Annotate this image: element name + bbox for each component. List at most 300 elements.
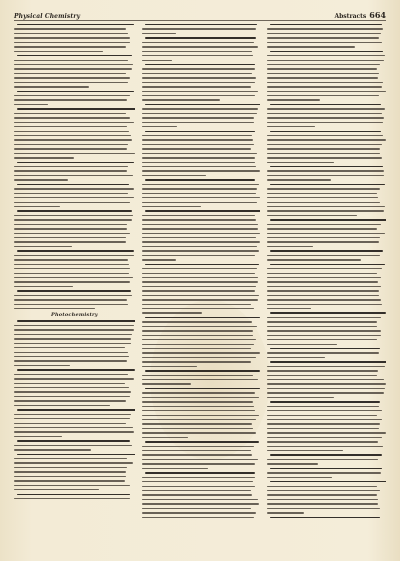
text-line bbox=[142, 299, 258, 300]
text-line bbox=[14, 347, 125, 348]
text-line bbox=[142, 166, 256, 167]
text-line bbox=[142, 375, 253, 376]
text-line bbox=[142, 423, 252, 424]
section-heading: Photochemistry bbox=[51, 312, 98, 319]
abstract-entry bbox=[14, 320, 135, 366]
text-line bbox=[145, 370, 260, 371]
text-line bbox=[142, 361, 251, 362]
text-line bbox=[14, 360, 127, 361]
text-line bbox=[267, 117, 384, 118]
text-line bbox=[142, 246, 257, 247]
text-line bbox=[267, 321, 377, 322]
text-line bbox=[142, 82, 255, 83]
text-line bbox=[267, 113, 382, 114]
text-line bbox=[270, 219, 386, 220]
text-line bbox=[14, 445, 132, 446]
abstract-entry bbox=[14, 91, 135, 106]
abstract-entry bbox=[267, 184, 386, 216]
text-line bbox=[142, 153, 257, 154]
text-line bbox=[14, 295, 132, 296]
text-line bbox=[267, 64, 380, 65]
text-line bbox=[267, 432, 385, 433]
text-line bbox=[145, 24, 257, 25]
text-line bbox=[267, 224, 380, 225]
text-line bbox=[267, 60, 384, 61]
text-line bbox=[142, 450, 251, 451]
text-line bbox=[142, 215, 255, 216]
text-line bbox=[142, 197, 260, 198]
text-line bbox=[142, 304, 252, 305]
text-line bbox=[14, 365, 70, 366]
text-line bbox=[14, 462, 133, 463]
header-right-title: Abstracts bbox=[334, 13, 367, 20]
text-line bbox=[14, 423, 126, 424]
text-line bbox=[142, 126, 177, 127]
text-line bbox=[142, 99, 220, 100]
text-line bbox=[267, 241, 378, 242]
text-line bbox=[267, 175, 383, 176]
text-line bbox=[142, 410, 255, 411]
abstract-entry bbox=[267, 481, 386, 513]
text-line bbox=[142, 286, 256, 287]
text-line bbox=[142, 228, 259, 229]
text-line bbox=[267, 375, 376, 376]
page-number: 664 bbox=[369, 10, 386, 20]
text-line bbox=[142, 122, 254, 123]
text-line bbox=[267, 197, 377, 198]
text-line bbox=[142, 117, 254, 118]
text-line bbox=[267, 410, 382, 411]
abstract-entry bbox=[267, 166, 386, 181]
text-line bbox=[267, 246, 313, 247]
text-line bbox=[14, 206, 60, 207]
text-line bbox=[267, 295, 378, 296]
text-line bbox=[14, 37, 130, 38]
text-line bbox=[142, 352, 260, 353]
text-line bbox=[142, 77, 256, 78]
header-left-title: Physical Chemistry bbox=[14, 13, 81, 20]
text-line bbox=[142, 321, 253, 322]
text-line bbox=[142, 113, 257, 114]
text-line bbox=[142, 415, 260, 416]
text-line bbox=[14, 356, 129, 357]
text-line bbox=[142, 437, 188, 438]
text-line bbox=[145, 64, 255, 65]
text-line bbox=[270, 250, 382, 251]
text-line bbox=[267, 499, 377, 500]
text-line bbox=[14, 471, 126, 472]
text-line bbox=[14, 498, 130, 499]
text-line bbox=[270, 401, 379, 402]
text-line bbox=[270, 361, 386, 362]
abstract-entry bbox=[267, 401, 386, 451]
text-line bbox=[267, 148, 379, 149]
text-columns bbox=[14, 24, 386, 551]
text-line bbox=[145, 210, 261, 211]
text-line bbox=[267, 450, 343, 451]
text-line bbox=[267, 259, 360, 260]
text-line bbox=[14, 255, 134, 256]
text-line bbox=[14, 286, 73, 287]
text-line bbox=[142, 86, 251, 87]
text-line bbox=[14, 264, 129, 265]
text-line bbox=[14, 237, 126, 238]
column-3 bbox=[267, 24, 386, 551]
text-line bbox=[14, 338, 131, 339]
text-line bbox=[270, 348, 380, 349]
abstract-entry bbox=[142, 472, 261, 518]
abstract-entry bbox=[142, 104, 261, 128]
text-line bbox=[267, 290, 379, 291]
text-line bbox=[267, 423, 380, 424]
abstract-entry bbox=[142, 179, 261, 207]
text-line bbox=[142, 463, 255, 464]
text-line bbox=[142, 281, 258, 282]
text-line bbox=[14, 46, 126, 47]
text-line bbox=[14, 193, 128, 194]
text-line bbox=[267, 472, 381, 473]
text-line bbox=[14, 308, 95, 309]
text-line bbox=[267, 397, 334, 398]
text-line bbox=[14, 436, 62, 437]
abstract-entry bbox=[142, 210, 261, 260]
text-line bbox=[267, 255, 379, 256]
text-line bbox=[267, 42, 382, 43]
text-line bbox=[14, 396, 130, 397]
text-line bbox=[142, 295, 259, 296]
text-line bbox=[17, 91, 134, 92]
text-line bbox=[267, 339, 376, 340]
text-line bbox=[142, 46, 259, 47]
text-line bbox=[14, 77, 130, 78]
text-line bbox=[142, 344, 254, 345]
text-line bbox=[14, 68, 132, 69]
text-line bbox=[267, 379, 384, 380]
abstract-entry bbox=[267, 454, 386, 464]
abstract-entry bbox=[267, 104, 386, 128]
text-line bbox=[14, 113, 126, 114]
text-line bbox=[142, 206, 202, 207]
text-line bbox=[270, 312, 385, 313]
text-line bbox=[142, 55, 253, 56]
text-line bbox=[142, 481, 253, 482]
text-line bbox=[267, 388, 384, 389]
text-line bbox=[267, 37, 378, 38]
text-line bbox=[142, 224, 258, 225]
text-line bbox=[142, 68, 255, 69]
text-line bbox=[267, 139, 385, 140]
text-line bbox=[14, 458, 127, 459]
text-line bbox=[267, 383, 385, 384]
text-line bbox=[14, 153, 135, 154]
text-line bbox=[145, 472, 255, 473]
text-line bbox=[267, 46, 354, 47]
abstract-entry bbox=[142, 317, 261, 367]
text-line bbox=[17, 494, 130, 495]
abstract-entry bbox=[267, 219, 386, 247]
text-line bbox=[14, 449, 91, 450]
abstract-entry bbox=[142, 264, 261, 314]
text-line bbox=[267, 73, 378, 74]
text-line bbox=[267, 99, 320, 100]
text-line bbox=[267, 86, 382, 87]
text-line bbox=[267, 179, 331, 180]
text-line bbox=[267, 82, 383, 83]
text-line bbox=[14, 139, 132, 140]
text-line bbox=[267, 326, 376, 327]
text-line bbox=[267, 135, 383, 136]
abstract-entry bbox=[142, 24, 261, 34]
text-line bbox=[267, 366, 384, 367]
text-line bbox=[14, 427, 133, 428]
text-line bbox=[142, 233, 260, 234]
abstract-entry bbox=[267, 361, 386, 398]
text-line bbox=[142, 250, 259, 251]
text-line bbox=[270, 24, 381, 25]
text-line bbox=[14, 400, 126, 401]
text-line bbox=[267, 126, 315, 127]
text-line bbox=[267, 317, 381, 318]
text-line bbox=[267, 352, 379, 353]
abstract-entry bbox=[14, 210, 135, 247]
text-line bbox=[142, 419, 256, 420]
text-line bbox=[142, 366, 197, 367]
abstract-entry bbox=[14, 494, 135, 500]
text-line bbox=[14, 197, 134, 198]
text-line bbox=[14, 480, 125, 481]
text-line bbox=[14, 175, 133, 176]
text-line bbox=[267, 512, 304, 513]
abstract-entry bbox=[14, 250, 135, 287]
text-line bbox=[142, 401, 253, 402]
text-line bbox=[267, 299, 381, 300]
text-line bbox=[142, 219, 256, 220]
text-line bbox=[17, 24, 134, 25]
text-line bbox=[142, 508, 251, 509]
text-line bbox=[142, 273, 255, 274]
text-line bbox=[142, 499, 258, 500]
abstract-entry bbox=[14, 24, 135, 52]
text-line bbox=[142, 148, 251, 149]
abstract-entry bbox=[267, 131, 386, 163]
text-line bbox=[14, 33, 128, 34]
text-line bbox=[267, 308, 311, 309]
text-line bbox=[267, 202, 380, 203]
text-line bbox=[142, 175, 206, 176]
text-line bbox=[142, 357, 256, 358]
text-line bbox=[145, 264, 259, 265]
text-line bbox=[267, 406, 379, 407]
text-line bbox=[142, 241, 260, 242]
text-line bbox=[145, 317, 260, 318]
text-line bbox=[270, 104, 381, 105]
text-line bbox=[267, 233, 384, 234]
running-header bbox=[14, 8, 386, 21]
text-line bbox=[14, 148, 127, 149]
abstract-entry bbox=[267, 51, 386, 101]
text-line bbox=[270, 184, 385, 185]
text-line bbox=[267, 273, 377, 274]
text-line bbox=[17, 320, 135, 321]
text-line bbox=[142, 255, 255, 256]
text-line bbox=[267, 153, 379, 154]
text-line bbox=[17, 290, 131, 291]
text-line bbox=[142, 157, 255, 158]
text-line bbox=[14, 122, 134, 123]
text-line bbox=[14, 51, 103, 52]
text-line bbox=[14, 179, 68, 180]
text-line bbox=[142, 73, 252, 74]
text-line bbox=[14, 273, 129, 274]
text-line bbox=[142, 446, 254, 447]
text-line bbox=[142, 184, 260, 185]
text-line bbox=[14, 418, 130, 419]
text-line bbox=[14, 219, 132, 220]
abstract-entry bbox=[14, 369, 135, 406]
column-1 bbox=[14, 24, 135, 551]
abstract-entry bbox=[267, 312, 386, 344]
text-line bbox=[142, 60, 172, 61]
abstract-entry bbox=[14, 440, 135, 450]
text-line bbox=[14, 414, 131, 415]
text-line bbox=[14, 170, 127, 171]
abstract-entry bbox=[14, 108, 135, 158]
abstract-entry bbox=[14, 162, 135, 181]
text-line bbox=[142, 312, 202, 313]
text-line bbox=[270, 468, 381, 469]
text-line bbox=[14, 334, 132, 335]
text-line bbox=[142, 277, 258, 278]
text-line bbox=[270, 264, 385, 265]
text-line bbox=[14, 131, 129, 132]
text-line bbox=[267, 162, 334, 163]
text-line bbox=[267, 91, 385, 92]
text-line bbox=[14, 299, 127, 300]
text-line bbox=[142, 135, 252, 136]
text-line bbox=[17, 454, 135, 455]
text-line bbox=[14, 95, 130, 96]
text-line bbox=[142, 503, 259, 504]
text-line bbox=[267, 508, 379, 509]
text-line bbox=[14, 489, 99, 490]
abstract-entry bbox=[267, 250, 386, 260]
abstract-entry bbox=[267, 24, 386, 48]
text-line bbox=[142, 379, 258, 380]
text-line bbox=[142, 193, 256, 194]
text-line bbox=[267, 144, 382, 145]
text-line bbox=[267, 210, 383, 211]
text-line bbox=[145, 131, 255, 132]
text-line bbox=[14, 166, 128, 167]
text-line bbox=[142, 108, 258, 109]
text-line bbox=[142, 290, 255, 291]
text-line bbox=[142, 517, 254, 518]
text-line bbox=[14, 233, 130, 234]
text-line bbox=[142, 95, 255, 96]
text-line bbox=[267, 441, 377, 442]
text-line bbox=[267, 490, 379, 491]
text-line bbox=[14, 224, 127, 225]
text-line bbox=[14, 431, 134, 432]
text-line bbox=[14, 405, 110, 406]
text-line bbox=[145, 388, 260, 389]
text-line bbox=[142, 170, 260, 171]
abstract-entry bbox=[142, 388, 261, 438]
text-line bbox=[14, 135, 131, 136]
abstract-entry bbox=[142, 131, 261, 177]
text-line bbox=[142, 486, 255, 487]
text-line bbox=[142, 428, 253, 429]
text-line bbox=[142, 477, 255, 478]
abstract-entry bbox=[14, 55, 135, 87]
text-line bbox=[14, 281, 130, 282]
abstract-entry bbox=[267, 517, 386, 518]
text-line bbox=[142, 162, 255, 163]
text-line bbox=[14, 476, 126, 477]
text-line bbox=[14, 28, 126, 29]
text-line bbox=[267, 486, 377, 487]
text-line bbox=[142, 468, 208, 469]
text-line bbox=[142, 339, 256, 340]
text-line bbox=[14, 268, 130, 269]
text-line bbox=[267, 370, 378, 371]
text-line bbox=[267, 95, 379, 96]
text-line bbox=[17, 369, 135, 370]
text-line bbox=[14, 228, 127, 229]
abstract-entry bbox=[142, 441, 261, 469]
text-line bbox=[142, 237, 256, 238]
text-line bbox=[270, 481, 386, 482]
text-line bbox=[142, 512, 256, 513]
text-line bbox=[142, 335, 253, 336]
text-line bbox=[14, 86, 89, 87]
text-line bbox=[142, 33, 176, 34]
text-line bbox=[17, 409, 135, 410]
text-line bbox=[145, 441, 259, 442]
text-line bbox=[267, 157, 381, 158]
text-line bbox=[267, 237, 379, 238]
text-line bbox=[267, 277, 380, 278]
text-line bbox=[142, 454, 252, 455]
text-line bbox=[267, 33, 381, 34]
column-2 bbox=[142, 24, 261, 551]
text-line bbox=[14, 387, 129, 388]
text-line bbox=[142, 188, 257, 189]
text-line bbox=[267, 188, 380, 189]
text-line bbox=[270, 131, 380, 132]
text-line bbox=[267, 415, 377, 416]
abstract-entry bbox=[142, 64, 261, 101]
text-line bbox=[267, 170, 384, 171]
text-line bbox=[267, 228, 377, 229]
text-line bbox=[267, 77, 377, 78]
abstract-entry bbox=[267, 264, 386, 310]
text-line bbox=[142, 432, 256, 433]
text-line bbox=[142, 392, 255, 393]
text-line bbox=[267, 419, 382, 420]
text-line bbox=[14, 144, 128, 145]
text-line bbox=[14, 99, 127, 100]
text-line bbox=[267, 268, 381, 269]
text-line bbox=[142, 91, 258, 92]
text-line bbox=[14, 64, 133, 65]
text-line bbox=[142, 397, 259, 398]
text-line bbox=[14, 259, 128, 260]
text-line bbox=[14, 73, 126, 74]
text-line bbox=[142, 42, 254, 43]
text-line bbox=[267, 428, 379, 429]
text-line bbox=[267, 459, 377, 460]
